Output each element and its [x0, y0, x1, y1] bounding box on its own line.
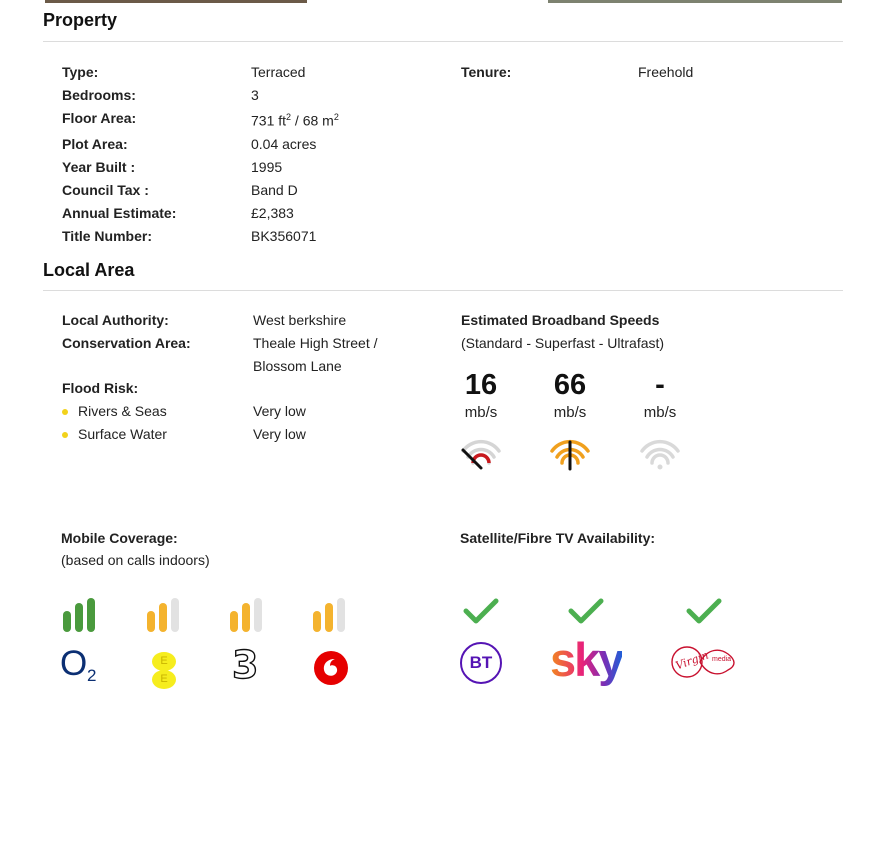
- ee-logo-icon: E E: [152, 652, 176, 690]
- three-signal-icon: [228, 597, 268, 633]
- year-built-value: 1995: [251, 159, 283, 175]
- tv-availability-title: Satellite/Fibre TV Availability:: [460, 530, 656, 546]
- rivers-seas-label: Rivers & Seas: [78, 403, 167, 419]
- o2-logo-icon: O 2: [60, 644, 97, 685]
- plot-area-value: 0.04 acres: [251, 136, 317, 152]
- bedrooms-label: Bedrooms:: [62, 87, 136, 103]
- broadband-speed-superfast: 66: [553, 369, 587, 401]
- annual-estimate-value: £2,383: [251, 205, 294, 221]
- broadband-unit-ultrafast: mb/s: [643, 404, 677, 421]
- tenure-label: Tenure:: [461, 64, 512, 80]
- bt-available-check-icon: [463, 597, 499, 625]
- local-authority-value: West berkshire: [253, 312, 347, 328]
- local-area-divider: [43, 290, 843, 291]
- broadband-gauge-ultrafast-icon: [638, 436, 682, 472]
- broadband-unit-standard: mb/s: [464, 404, 498, 421]
- property-title: Property: [43, 10, 118, 30]
- three-logo-icon: 3: [232, 643, 259, 687]
- flood-dot-surface: [62, 432, 68, 438]
- vodafone-signal-icon: [311, 597, 351, 633]
- annual-estimate-label: Annual Estimate:: [62, 205, 177, 221]
- flood-risk-label: Flood Risk:: [62, 380, 139, 396]
- surface-water-label: Surface Water: [78, 426, 167, 442]
- property-photo-right: [548, 0, 842, 3]
- council-tax-value: Band D: [251, 182, 298, 198]
- bedrooms-value: 3: [251, 87, 259, 103]
- conservation-area-label: Conservation Area:: [62, 335, 191, 351]
- bt-logo-icon: BT: [460, 642, 502, 684]
- type-label: Type:: [62, 64, 99, 80]
- broadband-title: Estimated Broadband Speeds: [461, 312, 660, 328]
- broadband-subtitle: (Standard - Superfast - Ultrafast): [461, 335, 665, 351]
- title-number-value: BK356071: [251, 228, 317, 244]
- virgin-media-logo-icon: Virgin media: [670, 642, 738, 682]
- virgin-available-check-icon: [686, 597, 722, 625]
- conservation-area-value-line2: Blossom Lane: [253, 358, 342, 374]
- local-authority-label: Local Authority:: [62, 312, 169, 328]
- mobile-coverage-title: Mobile Coverage:: [61, 530, 178, 546]
- mobile-coverage-subtitle: (based on calls indoors): [61, 552, 210, 568]
- broadband-unit-superfast: mb/s: [553, 404, 587, 421]
- local-area-title: Local Area: [43, 260, 135, 280]
- broadband-gauge-standard-icon: [459, 436, 503, 472]
- council-tax-label: Council Tax :: [62, 182, 149, 198]
- broadband-gauge-superfast-icon: [548, 436, 592, 472]
- year-built-label: Year Built :: [62, 159, 136, 175]
- title-number-label: Title Number:: [62, 228, 152, 244]
- broadband-speed-ultrafast: -: [655, 369, 665, 401]
- rivers-seas-value: Very low: [253, 403, 306, 419]
- floor-area-label: Floor Area:: [62, 110, 137, 126]
- sky-available-check-icon: [568, 597, 604, 625]
- o2-signal-icon: [61, 597, 101, 633]
- broadband-speed-standard: 16: [464, 369, 498, 401]
- flood-dot-rivers: [62, 409, 68, 415]
- surface-water-value: Very low: [253, 426, 306, 442]
- ee-signal-icon: [145, 597, 185, 633]
- plot-area-label: Plot Area:: [62, 136, 128, 152]
- property-divider: [43, 41, 843, 42]
- type-value: Terraced: [251, 64, 306, 80]
- property-photo-left: [45, 0, 307, 3]
- conservation-area-value-line1: Theale High Street /: [253, 335, 378, 351]
- floor-area-value: 731 $ft^2 / 68$ $m^2$: [251, 112, 339, 129]
- sky-logo-icon: sky: [550, 633, 623, 686]
- tenure-value: Freehold: [638, 64, 694, 80]
- vodafone-logo-icon: [312, 650, 350, 686]
